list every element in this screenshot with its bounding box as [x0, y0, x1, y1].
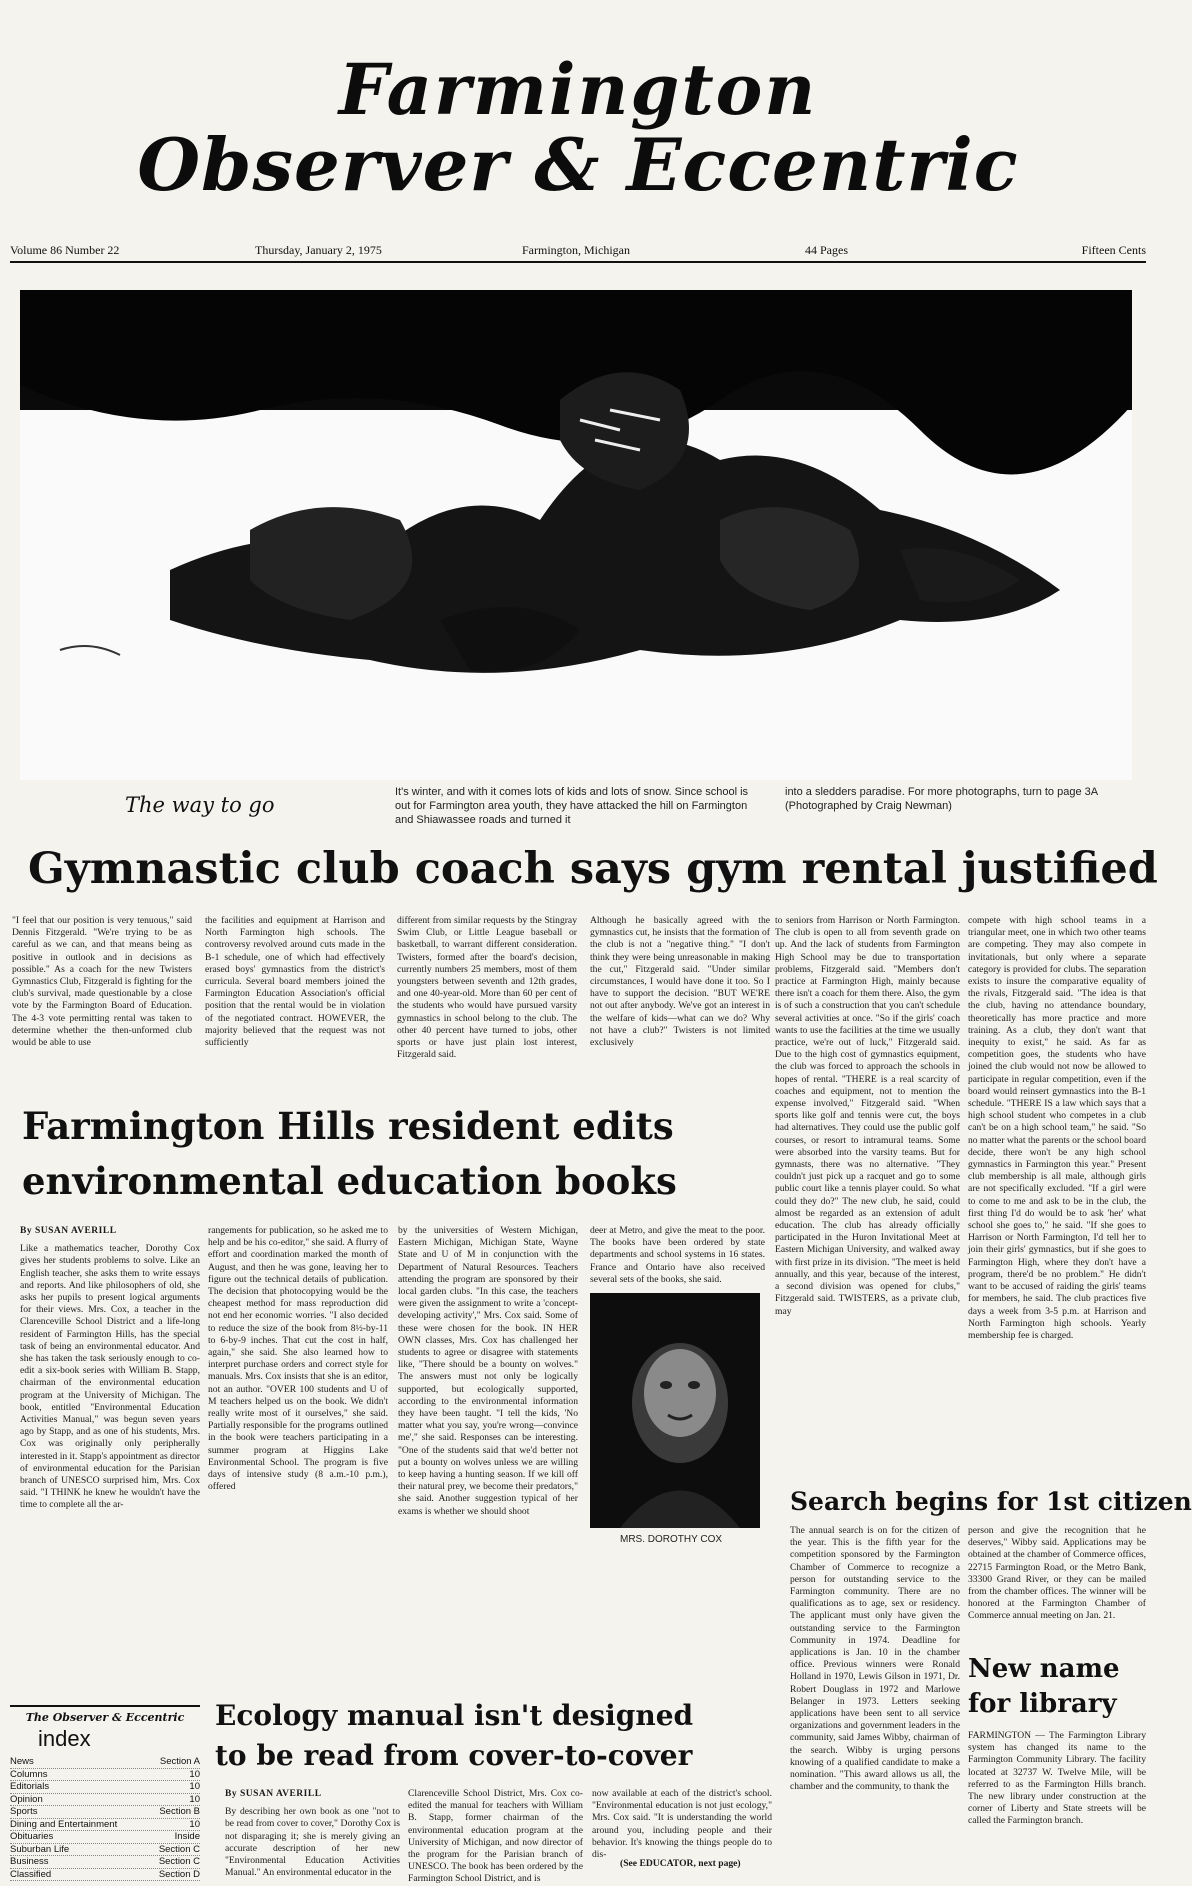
ecology-byline: By SUSAN AVERILL	[225, 1789, 322, 1799]
editor-story-col-2: rangements for publication, so he asked me to help and be his co-editor," she said. A flurry of effort and coordination marked the month of August, and then he was gone, leaving her to figure out the technical details of publication. The decision that photocopying would be the cheapest method for mass reproduction did not end her economic worries. "I also decided to reduce the size of the book from 8½-by-11 to 6-by-9 inches. That cut the cost in half, again," she said. She also learned how to interpret purchase orders and correct style for manuals. Mrs. Cox insists that she is an editor, not an author. "OVER 100 students and U of M teachers helped us on the book. We didn't really write most of it ourselves," she said. Partially responsible for the programs outlined in the book were teachers participating in a summer program at Higgins Lake Environmental School. The program is five days of intensive study (8 a.m.-10 p.m.), offered	[208, 1225, 388, 1493]
issue-info-bar	[10, 243, 1146, 263]
index-row	[10, 1844, 200, 1857]
index-row	[10, 1756, 200, 1769]
index-row-label: News	[10, 1756, 34, 1767]
gym-story-col-4: Although he basically agreed with the gymnastics cut, he insists that the formation of the club is not a "negative thing." "I don't think they were being unreasonable in making the cut," Fitzgerald said. "Under similar circumstances, I would have done it too. So I have to support the decision. "BUT WE'RE not out after anybody. We've got an interest in the welfare of kids—what can we do? Why not have a club?" Twisters is not limited exclusively	[590, 915, 770, 1049]
citizen-search-col-2: person and give the recognition that he deserves," Wibby said. Applications may be obtained at the chamber of Commerce offices, 22715 Farmington Road, or the Metro Bank, 33300 Grand River, or they can be mailed from the chamber offices. The winner will be honored at the Farmington Chamber of Commerce annual meeting on Jan. 21.	[968, 1525, 1146, 1622]
index-row-label: Columns	[10, 1768, 48, 1780]
index-row-value: 10	[189, 1818, 200, 1830]
index-row	[10, 1831, 200, 1844]
photo-caption-right: into a sledders paradise. For more photographs, turn to page 3A (Photographed by Craig Newman)	[785, 786, 1098, 812]
ecology-col-1	[225, 1788, 400, 1879]
index-row	[10, 1856, 200, 1869]
gym-story-col-5: to seniors from Harrison or North Farmington. The club is open to all from seventh grade on up. And the lack of students from Farmington High School may be due to transportation problems, Fitzgerald said. "Members don't practice at Farmington High, mainly because there isn't a coach for them there. Also, the gym is of such a construction that you can't schedule several activities at once. "So if the girls' coach wants to use the facilities at the time we usually practice, we're out of luck," Fitzgerald said. Due to the high cost of gymnastics equipment, the club was forced to approach the schools in hopes of rental. "THERE is a real scarcity of coaches and equipment, not to mention the expense involved," Fitzgerald said. "When sports like golf and tennis were cut, the boys had alternatives. They could use the public golf courses, or resort to intramural teams. Some were absorbed into the varsity teams. But for gymnasts, there was no alternative. "They couldn't just pick up a racquet and go to some public court like a tennis player could. So what could they do?" The new club, he said, could almost be regarded as an extension of adult education. The club has already officially participated in the Huron Invitational Meet at Eastern Michigan University, and walked away with first prize in its division. "The meet is held annually, and this year, because of the interest, a second division was opened for clubs," Fitzgerald said. TWISTERS, as a private club, may	[775, 915, 960, 1317]
editor-col-1-text: Like a mathematics teacher, Dorothy Cox gives her students problems to solve. Like an English teacher, she asks them to write essays and reports. And like philosophers of old, she asks her pupils to present logical arguments for their views. Mrs. Cox, a teacher in the Clarenceville School District and a life-long resident of Farmington Hills, has the special task of being an environmental educator. And she has taken the task seriously enough to co-edit a six-book series with William B. Stapp, chairman of the environmental education program at the University of Michigan. The book, entitled "Environmental Education Activities Manual," was begun seven years ago by Stapp, and as one of his students, Mrs. Cox was originally only peripherally interested in it. Stapp's appointment as director of environmental education for the Parisian branch of UNESCO surprised him, Mrs. Cox said. "I THINK he knew he wouldn't have the time to complete all the ar-	[20, 1243, 200, 1511]
index-row	[10, 1794, 200, 1807]
ecology-col-2: Clarenceville School District, Mrs. Cox co-edited the manual for teachers with William B. Stapp, former chairman of the environmental education program at the University of Michigan, and now director of the program for the Parisian branch of UNESCO. The book has been ordered by the Farmington School District, and is	[408, 1788, 583, 1885]
page-count: 44 Pages	[805, 243, 848, 257]
ecology-col-3: now available at each of the district's school. "Environmental education is not just ecology," Mrs. Cox said. "It is understanding the world around you, including people and their behavior. It's knowing the things people do to dis-	[592, 1788, 772, 1861]
editor-story-col-1	[20, 1225, 200, 1705]
gym-story-col-6: compete with high school teams in a triangular meet, one in which two other teams are competing. They may also compete in invitationals, but only where a separate category is provided for clubs. The separation exists to insure the comparative equality of the rivals, Fitzgerald said. "The idea is that the club, having no attendance boundary, theoretically has more practice and more training. As a club, they don't want that inequity to exist," he said. As far as competition goes, the students who have joined the club would not now be allowed to participate in regular competition, even if the board would reinsert gymnastics into the B-1 schedule. "THERE IS a law which says that a high school student who competes in a club can't be on a high school team," he said. "So no matter what the parents or the school board decide, there won't be any high school gymnastics in Farmington this year." Present club membership is all male, although girls are not specifically excluded. "If a girl were to come to me and ask to be in the club, the first thing I'd do would be to ask 'her' what school she goes to," he said. "If she goes to Harrison or North Farmington, I'd tell her to join their girls' gymnastics, but if she goes to Farmington High, where they don't have a program, there'd be no problem." He didn't want to be accused of raiding the girls' teams for members, he said. The club practices five days a week from 3-5 p.m. at Harrison and North Farmington high schools. Yearly membership fee is charged.	[968, 915, 1146, 1341]
index-row	[10, 1769, 200, 1782]
issue-date: Thursday, January 2, 1975	[255, 243, 382, 257]
library-headline-line2: for library	[968, 1689, 1117, 1719]
gym-story-col-1: "I feel that our position is very tenuous," said Dennis Fitzgerald. "We're trying to be as careful as we can, and that means being as positive in outlook and in decisions as possible." As a coach for the new Twisters Gymnastics Club, Fitzgerald is fighting for the club's survival, made questionable by a close vote by the Farmington Board of Education. The 4-3 vote permitting rental was taken to determine whether the then-unformed club would be able to use	[12, 915, 192, 1049]
index-row-label: Sports	[10, 1806, 38, 1817]
index-row-label: Classified	[10, 1868, 52, 1880]
index-row-value: 10	[189, 1793, 200, 1805]
index-row	[10, 1806, 200, 1819]
portrait-caption: MRS. DOROTHY COX	[620, 1534, 723, 1545]
index-row-label: Obituaries	[10, 1831, 54, 1842]
sledders-photo-art	[20, 290, 1132, 780]
gym-story-col-3: different from similar requests by the Stingray Swim Club, or Little League baseball or basketball, to warrant different consideration. Twisters, formed after the board's decision, currently numbers 25 members, most of them youngsters between seventh and 12th grades, and one 40-year-old. More than 60 per cent of the students who would have pursued varsity gymnastics in school belong to the club. The other 40 percent have turned to jobs, other sports or have just plain lost interest, Fitzgerald said.	[397, 915, 577, 1061]
ecology-jump-line: (See EDUCATOR, next page)	[620, 1858, 741, 1869]
editor-story-col-4: deer at Metro, and give the meat to the poor. The books have been ordered by state departments and school systems in 16 states. France and Ontario have also received several sets of the books, she said.	[590, 1225, 765, 1285]
index-row-value: Section D	[158, 1868, 200, 1880]
editor-story-col-3: by the universities of Western Michigan, Eastern Michigan, Michigan State, Wayne State and U of M in conjunction with the Department of Natural Resources. Teachers attending the program are sponsored by their local garden clubs. "In this case, the teachers were given the assignment to write a 'concept-developing activity'," Mrs. Cox said. Some of these were chosen for the book. IN HER OWN classes, Mrs. Cox has challenged her students to agree or disagree with statements like, "There should be a bounty on wolves." The answers must not only be logically supported, but ecologically supported, according to the environmental information they have been taught. "I tell the kids, 'No matter what you say, you're wrong—convince me'," she said. Responses can be interesting. "One of the students said that we'd better not put a bounty on wolves unless we are willing to keep having a hunting season. If we kill off their natural prey, we become their predators," she said. Another suggestion typical of her exams is whether we should shoot	[398, 1225, 578, 1517]
index-box	[10, 1705, 200, 1880]
index-row-label: Editorials	[10, 1781, 50, 1792]
index-row-value: Section C	[158, 1856, 200, 1867]
gym-rental-headline: Gymnastic club coach says gym rental justified	[28, 844, 1158, 894]
front-photo	[20, 290, 1132, 780]
citizen-search-headline: Search begins for 1st citizen	[790, 1487, 1192, 1516]
index-row-label: Suburban Life	[10, 1843, 70, 1855]
index-row-value: Inside	[174, 1831, 200, 1842]
photo-title: The way to go	[125, 793, 275, 817]
index-row-value: 10	[189, 1781, 200, 1792]
index-row-label: Opinion	[10, 1793, 43, 1805]
index-row	[10, 1781, 200, 1794]
library-story: FARMINGTON — The Farmington Library system has changed its name to the Farmington Community Library. The facility located at 32737 W. Twelve Mile, will be referred to as the Farmington Hills branch. The new library under construction at the corner of Liberty and State streets will be called the Farmington branch.	[968, 1730, 1146, 1827]
gym-story-col-2: the facilities and equipment at Harrison and North Farmington high schools. The controversy revolved around cuts made in the B-1 schedule, one of which had effectively erased boys' gymnastics from the district's curricula. Several board members joined the Farmington Education Association's official position that the rental would be in violation of the negotiated contract. HOWEVER, the majority believed that the request was not sufficiently	[205, 915, 385, 1049]
index-row-value: Section B	[159, 1806, 200, 1817]
index-row	[10, 1869, 200, 1882]
editor-byline: By SUSAN AVERILL	[20, 1226, 117, 1236]
index-row-value: 10	[189, 1768, 200, 1780]
index-row-label: Dining and Entertainment	[10, 1818, 118, 1830]
editor-headline-line1: Farmington Hills resident edits	[22, 1104, 674, 1148]
index-row-label: Business	[10, 1856, 49, 1867]
ecology-col-1-text: By describing her own book as one "not to be read from cover to cover," Dorothy Cox is not disparaging it; she is merely giving an accurate description of her new "Environmental Education Activities Manual." An environmental educator in the	[225, 1806, 400, 1879]
index-row-value: Section A	[159, 1756, 200, 1767]
issue-place: Farmington, Michigan	[522, 243, 630, 257]
dorothy-cox-photo	[590, 1293, 760, 1528]
library-headline-line1: New name	[968, 1654, 1120, 1684]
volume-number: Volume 86 Number 22	[10, 243, 120, 257]
index-row-value: Section C	[158, 1843, 200, 1855]
index-title: index	[38, 1726, 91, 1751]
portrait-art	[590, 1293, 760, 1528]
photo-caption-left: It's winter, and with it comes lots of kids and lots of snow. Since school is out for Farmington area youth, they have attacked the hill on Farmington and Shiawassee roads and turned it	[395, 786, 749, 826]
ecology-headline-line2: to be read from cover-to-cover	[215, 1739, 693, 1772]
price: Fifteen Cents	[1081, 243, 1146, 257]
masthead-line2: Observer & Eccentric	[137, 122, 1019, 207]
ecology-headline-line1: Ecology manual isn't designed	[215, 1699, 694, 1732]
index-row	[10, 1819, 200, 1832]
index-rows	[10, 1756, 200, 1881]
masthead	[0, 48, 1156, 207]
index-logo: The Observer & Eccentric	[25, 1711, 185, 1724]
editor-headline-line2: environmental education books	[22, 1159, 677, 1203]
citizen-search-col-1: The annual search is on for the citizen of the year. This is the fifth year for the competition sponsored by the Farmington Chamber of Commerce to recognize a person for outstanding service to the Farmington community. There are no qualifications as to age, sex or residency. The applicant must only have given the outstanding service to the Farmington Community in 1974. Deadline for applications is Jan. 10 in the chamber office. Previous winners were Ronald Holland in 1970, Lewis Gilson in 1971, Dr. Robert Douglass in 1972 and Marlowe Belanger in 1973. Letters seeking applications have been sent to all service organizations and government leaders in the community, said James Wibby, chairman of the search. Wibby is urging persons knowing of a qualified candidate to make a nomination. "This award allows us all, the chamber and the community, to thank the	[790, 1525, 960, 1793]
masthead-line1: Farmington	[338, 48, 818, 131]
